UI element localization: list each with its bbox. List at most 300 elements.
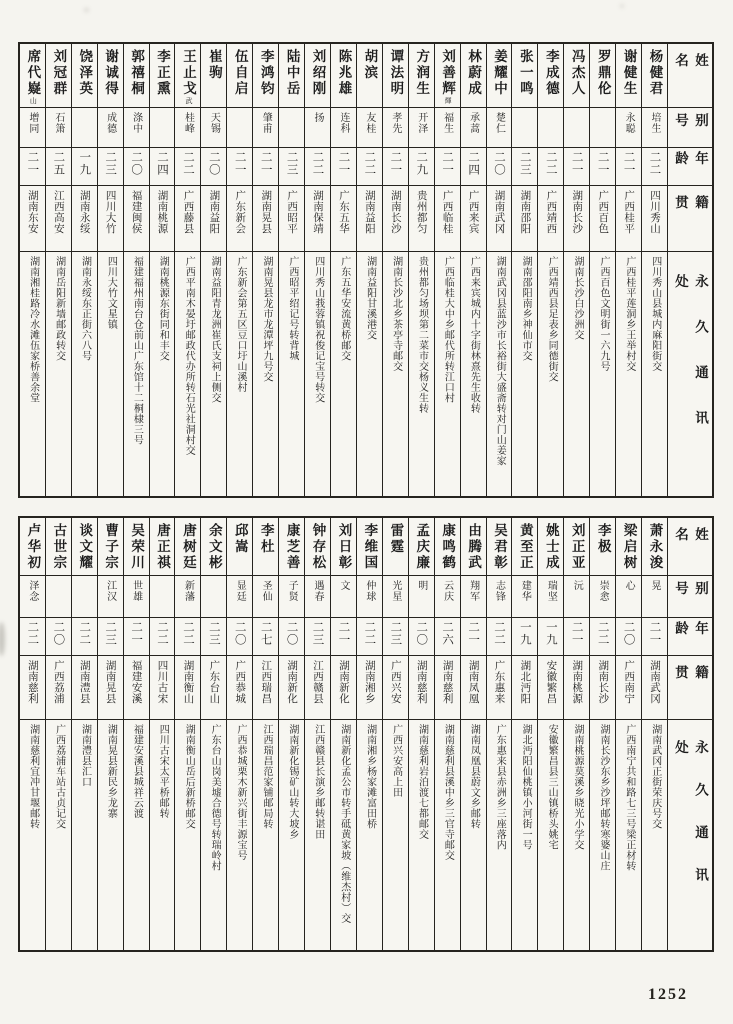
person-native-place: 湖南晃县 [253, 186, 278, 252]
person-byname [538, 108, 563, 148]
scan-smudge [84, 8, 89, 12]
person-column [356, 44, 382, 496]
person-native-place: 广西藤县 [175, 186, 200, 252]
person-byname: 文 [331, 576, 356, 618]
person-name: 李维国 [357, 518, 382, 576]
person-native-place: 广西恭城 [227, 656, 252, 720]
person-address: 湖南长沙东乡沙坪邮转寒婆山庄 [597, 724, 609, 871]
person-age: 二〇 [409, 618, 434, 656]
person-address: 安徽繁昌县三山镇桥头姚宅 [546, 724, 558, 850]
name-variant-note: 武 [184, 97, 192, 104]
person-byname [227, 108, 252, 148]
person-native-place: 广西来宾 [461, 186, 486, 252]
person-address: 湖北沔阳仙桃镇小河街一号 [520, 724, 532, 850]
person-address: 湖南岳阳新墙邮政转交 [53, 256, 65, 361]
person-native-place: 福建闽侯 [124, 186, 149, 252]
person-address: 福建福州南台仓前山广东馆十二桐棣三号 [131, 256, 143, 445]
person-name: 姜耀中 [487, 44, 512, 108]
person-age: 二一 [20, 148, 45, 186]
person-address: 湖南新化孟公市转手砥黄家坡（维杰村）交 [338, 724, 350, 924]
person-native-place: 广西荔浦 [46, 656, 71, 720]
person-age: 二一 [331, 618, 356, 656]
person-address: 四川秀山莪蓉镇祝俊记宝号转交 [312, 256, 324, 403]
person-native-place: 广东台山 [201, 656, 226, 720]
person-address: 四川古宋太平桥邮转 [157, 724, 169, 819]
person-address: 广西临桂大中乡邮代所转江口村 [442, 256, 454, 403]
person-column [434, 518, 460, 950]
person-byname: 仲球 [357, 576, 382, 618]
name-variant-note: 煇 [444, 97, 452, 104]
person-age: 二〇 [46, 618, 71, 656]
person-age: 二〇 [279, 618, 304, 656]
person-native-place: 四川秀山 [642, 186, 667, 252]
person-name: 刘冠群 [46, 44, 71, 108]
person-column [460, 518, 486, 950]
person-address: 湖南凤凰县蔚文乡邮转 [468, 724, 480, 829]
field-header-column [667, 44, 712, 496]
person-byname: 云庆 [435, 576, 460, 618]
person-address: 广西平南木晏圩邮政代办所转石光社洞村交 [183, 256, 195, 456]
person-name: 谭法明 [383, 44, 408, 108]
person-column [200, 44, 226, 496]
person-column [304, 518, 330, 950]
person-column [356, 518, 382, 950]
person-column [252, 44, 278, 496]
person-name: 刘日彰 [331, 518, 356, 576]
person-age: 二七 [253, 618, 278, 656]
person-column [20, 44, 45, 496]
person-age: 二〇 [487, 148, 512, 186]
person-column [408, 44, 434, 496]
person-native-place: 广西兴安 [383, 656, 408, 720]
person-age: 二二 [357, 618, 382, 656]
person-name: 卢华初 [20, 518, 45, 576]
person-age: 二三 [201, 618, 226, 656]
person-byname [201, 576, 226, 618]
person-address: 广西南宁共和路七三号梁正材转 [623, 724, 635, 871]
person-age: 二四 [461, 148, 486, 186]
person-address: 湖南桃源莫溪乡晓光小学交 [572, 724, 584, 850]
person-column [486, 44, 512, 496]
person-byname: 涤中 [124, 108, 149, 148]
person-column [511, 518, 537, 950]
person-age: 二〇 [124, 148, 149, 186]
person-column [304, 44, 330, 496]
person-name: 李杜 [253, 518, 278, 576]
person-byname: 翔军 [461, 576, 486, 618]
person-native-place: 广西南宁 [616, 656, 641, 720]
person-age: 二二 [175, 618, 200, 656]
person-name: 刘绍刚 [305, 44, 330, 108]
person-byname: 楚仁 [487, 108, 512, 148]
person-column [97, 518, 123, 950]
person-address: 江西瑞昌范家铺邮局转 [260, 724, 272, 829]
page-number: 1252 [648, 986, 688, 1003]
person-age: 二〇 [616, 618, 641, 656]
person-address: 湖南衡山岳后新桥邮交 [183, 724, 195, 829]
person-address: 湖南湘桂路冷水滩伍家桥善余堂 [27, 256, 39, 403]
person-native-place: 广东惠来 [487, 656, 512, 720]
person-byname: 世雄 [124, 576, 149, 618]
person-native-place: 广东新会 [227, 186, 252, 252]
header-address: 永久通讯处 [673, 740, 708, 910]
person-name: 吴君彰 [487, 518, 512, 576]
person-name: 梁启树 [616, 518, 641, 576]
field-header-column [667, 518, 712, 950]
person-byname [512, 108, 537, 148]
person-byname: 志锋 [487, 576, 512, 618]
person-age: 二一 [642, 618, 667, 656]
person-column [511, 44, 537, 496]
person-byname: 福生 [435, 108, 460, 148]
person-age: 二三 [305, 618, 330, 656]
person-column [486, 518, 512, 950]
header-name: 姓名 [668, 518, 712, 576]
person-age: 二〇 [201, 148, 226, 186]
person-address: 湖南慈利岩泊渡七都邮交 [416, 724, 428, 840]
person-name: 王止戈武 [175, 44, 200, 108]
person-name: 方润生 [409, 44, 434, 108]
person-name: 李极 [590, 518, 615, 576]
person-address: 湖南武冈正街荣庆号交 [649, 724, 661, 829]
person-name: 胡滨 [357, 44, 382, 108]
person-name: 罗鼎伦 [590, 44, 615, 108]
header-name: 姓名 [668, 44, 712, 108]
person-native-place: 江西瑞昌 [253, 656, 278, 720]
person-name: 钟存松 [305, 518, 330, 576]
person-name: 李成德 [538, 44, 563, 108]
person-address: 四川秀山县城内麻阳街交 [649, 256, 661, 372]
person-native-place: 湖北沔阳 [512, 656, 537, 720]
scan-smudge [620, 4, 624, 8]
person-age: 二三 [512, 148, 537, 186]
person-byname: 遇春 [305, 576, 330, 618]
person-native-place: 湖南澧县 [72, 656, 97, 720]
person-address: 广西昭平绍记号转背城 [286, 256, 298, 361]
person-byname: 成德 [98, 108, 123, 148]
person-name: 黄至正 [512, 518, 537, 576]
person-column [123, 518, 149, 950]
person-native-place: 湖南益阳 [357, 186, 382, 252]
person-native-place: 广东五华 [331, 186, 356, 252]
person-column [563, 44, 589, 496]
person-age: 二九 [409, 148, 434, 186]
person-byname: 光星 [383, 576, 408, 618]
person-native-place: 广西昭平 [279, 186, 304, 252]
person-column [252, 518, 278, 950]
person-address: 广西恭城栗木新兴街丰源宝号 [235, 724, 247, 861]
person-age: 二二 [590, 618, 615, 656]
person-byname: 明 [409, 576, 434, 618]
person-name: 林蔚成 [461, 44, 486, 108]
person-age: 二一 [461, 618, 486, 656]
person-byname [150, 576, 175, 618]
person-name: 姚士成 [538, 518, 563, 576]
person-column [330, 44, 356, 496]
person-column [45, 518, 71, 950]
person-age: 二一 [253, 148, 278, 186]
person-column [460, 44, 486, 496]
person-address: 湖南邵阳南乡神仙市交 [520, 256, 532, 361]
person-byname [72, 576, 97, 618]
name-variant-note: 山 [29, 97, 37, 104]
header-age: 年龄 [668, 618, 712, 656]
person-column [278, 518, 304, 950]
person-age: 二二 [305, 148, 330, 186]
person-column [589, 44, 615, 496]
person-name: 饶泽英 [72, 44, 97, 108]
person-address: 湖南桃源东街同和丰交 [157, 256, 169, 361]
person-native-place: 广西靖西 [538, 186, 563, 252]
person-address: 广西荔浦车站古贞记交 [53, 724, 65, 829]
person-address: 湖南慈利县溪中乡三官寺邮交 [442, 724, 454, 861]
person-column [408, 518, 434, 950]
person-column [149, 518, 175, 950]
person-native-place: 湖南桃源 [150, 186, 175, 252]
directory-table-top [18, 42, 714, 498]
person-address: 湖南湘乡杨家滩富田桥 [364, 724, 376, 829]
person-name: 余文彬 [201, 518, 226, 576]
person-column [174, 44, 200, 496]
person-native-place: 广西临桂 [435, 186, 460, 252]
scan-smudge [0, 622, 5, 656]
person-column [149, 44, 175, 496]
person-column [382, 44, 408, 496]
person-age: 二三 [383, 618, 408, 656]
person-column [537, 518, 563, 950]
person-native-place: 湖南新化 [331, 656, 356, 720]
person-age: 二四 [150, 148, 175, 186]
person-address: 湖南长沙北乡茶亭寺邮交 [390, 256, 402, 372]
person-name: 康芝善 [279, 518, 304, 576]
person-address: 广西桂平莲洞乡王举村交 [623, 256, 635, 372]
person-name: 吴荣川 [124, 518, 149, 576]
person-address: 广西靖西县足表乡同德街交 [546, 256, 558, 382]
person-address: 湖南晃县新民乡龙寨 [105, 724, 117, 819]
person-name: 谈文耀 [72, 518, 97, 576]
person-native-place: 湖南长沙 [383, 186, 408, 252]
person-age: 二二 [72, 618, 97, 656]
person-byname: 扬 [305, 108, 330, 148]
header-native-place: 籍贯 [668, 656, 712, 720]
person-column [200, 518, 226, 950]
person-name: 孟庆廉 [409, 518, 434, 576]
person-column [226, 44, 252, 496]
person-column [71, 44, 97, 496]
person-name: 谢健生 [616, 44, 641, 108]
person-byname: 新藩 [175, 576, 200, 618]
person-name: 陆中岳 [279, 44, 304, 108]
person-native-place: 广西桂平 [616, 186, 641, 252]
person-address: 福建安溪县城祥云渡 [131, 724, 143, 819]
person-byname: 开泽 [409, 108, 434, 148]
person-age: 二一 [564, 618, 589, 656]
person-name: 古世宗 [46, 518, 71, 576]
person-age: 二三 [98, 148, 123, 186]
person-column [434, 44, 460, 496]
person-name: 曹子宗 [98, 518, 123, 576]
person-address: 广西百色文明街一六九号 [597, 256, 609, 372]
person-byname [279, 108, 304, 148]
person-name: 刘善辉煇 [435, 44, 460, 108]
person-name: 郭禧桐 [124, 44, 149, 108]
person-name: 由腾武 [461, 518, 486, 576]
person-byname [150, 108, 175, 148]
person-age: 一九 [538, 618, 563, 656]
person-address: 广东惠来县赤洲乡三座落内 [494, 724, 506, 850]
person-address: 湖南晃县龙市龙潭坪九号交 [260, 256, 272, 382]
person-name: 萧永浚 [642, 518, 667, 576]
person-byname: 石箫 [46, 108, 71, 148]
person-byname: 天锡 [201, 108, 226, 148]
person-age: 二五 [46, 148, 71, 186]
person-address: 湖南益阳青龙洲崔氏支祠上侧交 [209, 256, 221, 403]
header-byname: 别号 [668, 576, 712, 618]
person-byname [564, 108, 589, 148]
person-byname: 肇甫 [253, 108, 278, 148]
person-age: 二二 [150, 618, 175, 656]
person-address: 湖南益阳甘溪港交 [364, 256, 376, 340]
person-byname: 建华 [512, 576, 537, 618]
person-column [226, 518, 252, 950]
person-age: 二一 [564, 148, 589, 186]
person-byname: 增同 [20, 108, 45, 148]
person-column [641, 44, 667, 496]
person-name: 刘正亚 [564, 518, 589, 576]
person-column [615, 44, 641, 496]
person-name: 张一鸣 [512, 44, 537, 108]
person-byname [590, 108, 615, 148]
person-native-place: 湖南保靖 [305, 186, 330, 252]
person-byname: 友桂 [357, 108, 382, 148]
person-native-place: 江西高安 [46, 186, 71, 252]
person-native-place: 湖南湘乡 [357, 656, 382, 720]
header-native-place: 籍贯 [668, 186, 712, 252]
person-name: 冯杰人 [564, 44, 589, 108]
person-native-place: 安徽繁昌 [538, 656, 563, 720]
person-column [382, 518, 408, 950]
person-name: 崔驹 [201, 44, 226, 108]
person-name: 谢诚得 [98, 44, 123, 108]
person-name: 伍自启 [227, 44, 252, 108]
person-age: 一九 [512, 618, 537, 656]
person-name: 唐树廷 [175, 518, 200, 576]
person-native-place: 湖南东安 [20, 186, 45, 252]
person-byname: 圣仙 [253, 576, 278, 618]
person-address: 湖南慈利宜冲甘堰邮转 [27, 724, 39, 829]
person-address: 广东台山岗美墟合德号转瑞岭村 [209, 724, 221, 871]
person-address: 四川大竹文星镇 [105, 256, 117, 330]
person-native-place: 湖南慈利 [435, 656, 460, 720]
person-column [123, 44, 149, 496]
person-address: 湖南新化锡矿山转大坡乡 [286, 724, 298, 840]
person-byname: 江汉 [98, 576, 123, 618]
person-native-place: 湖南衡山 [175, 656, 200, 720]
person-name: 康鸣鹤 [435, 518, 460, 576]
person-native-place: 江西赣县 [305, 656, 330, 720]
person-native-place: 福建安溪 [124, 656, 149, 720]
person-byname: 泽念 [20, 576, 45, 618]
person-byname: 晃 [642, 576, 667, 618]
person-column [71, 518, 97, 950]
person-byname: 显廷 [227, 576, 252, 618]
person-column [97, 44, 123, 496]
person-age: 二三 [279, 148, 304, 186]
person-byname: 崇悆 [590, 576, 615, 618]
person-native-place: 湖南益阳 [201, 186, 226, 252]
person-name: 李鸿钧 [253, 44, 278, 108]
person-name: 李正熏 [150, 44, 175, 108]
header-address: 永久通讯处 [673, 274, 708, 456]
person-byname: 沅 [564, 576, 589, 618]
person-column [45, 44, 71, 496]
person-age: 二一 [227, 148, 252, 186]
header-byname: 别号 [668, 108, 712, 148]
person-native-place: 四川古宋 [150, 656, 175, 720]
person-name: 邱嵩 [227, 518, 252, 576]
person-column [589, 518, 615, 950]
person-column [278, 44, 304, 496]
person-column [174, 518, 200, 950]
person-age: 二二 [642, 148, 667, 186]
person-age: 一九 [72, 148, 97, 186]
person-age: 二一 [331, 148, 356, 186]
person-native-place: 湖南新化 [279, 656, 304, 720]
person-age: 二三 [98, 618, 123, 656]
person-name: 雷霆 [383, 518, 408, 576]
person-address: 湖南武冈县蓝沙市长裕街大盛斋转对门山姜家 [494, 256, 506, 466]
person-byname [72, 108, 97, 148]
person-name: 陈兆雄 [331, 44, 356, 108]
person-native-place: 湖南长沙 [564, 186, 589, 252]
person-age: 二〇 [227, 618, 252, 656]
person-age: 二一 [616, 148, 641, 186]
header-age: 年龄 [668, 148, 712, 186]
person-native-place: 四川大竹 [98, 186, 123, 252]
person-address: 湖南澧县汇口 [79, 724, 91, 787]
person-byname: 心 [616, 576, 641, 618]
person-column [330, 518, 356, 950]
person-native-place: 湖南凤凰 [461, 656, 486, 720]
person-address: 贵州都匀场坝第二菜市交杨义生转 [416, 256, 428, 414]
person-name: 唐正祺 [150, 518, 175, 576]
person-byname: 永聪 [616, 108, 641, 148]
person-address: 湖南永绥东正街六八号 [79, 256, 91, 361]
person-byname: 连科 [331, 108, 356, 148]
person-name: 杨健君 [642, 44, 667, 108]
person-byname: 瑞坚 [538, 576, 563, 618]
person-column [641, 518, 667, 950]
person-native-place: 湖南长沙 [590, 656, 615, 720]
person-native-place: 广西百色 [590, 186, 615, 252]
person-age: 二二 [357, 148, 382, 186]
person-age: 二二 [487, 618, 512, 656]
person-address: 广东五华安流黄桥邮交 [338, 256, 350, 361]
person-age: 二二 [175, 148, 200, 186]
person-byname: 孝先 [383, 108, 408, 148]
person-byname: 子贤 [279, 576, 304, 618]
person-address: 广西来宾城内十字街林熹先生收转 [468, 256, 480, 414]
directory-table-bottom [18, 516, 714, 952]
person-age: 二一 [435, 148, 460, 186]
person-column [20, 518, 45, 950]
person-native-place: 贵州都匀 [409, 186, 434, 252]
person-age: 二一 [590, 148, 615, 186]
person-column [563, 518, 589, 950]
person-native-place: 湖南晃县 [98, 656, 123, 720]
person-address: 广西兴安高上田 [390, 724, 402, 798]
person-age: 二一 [124, 618, 149, 656]
